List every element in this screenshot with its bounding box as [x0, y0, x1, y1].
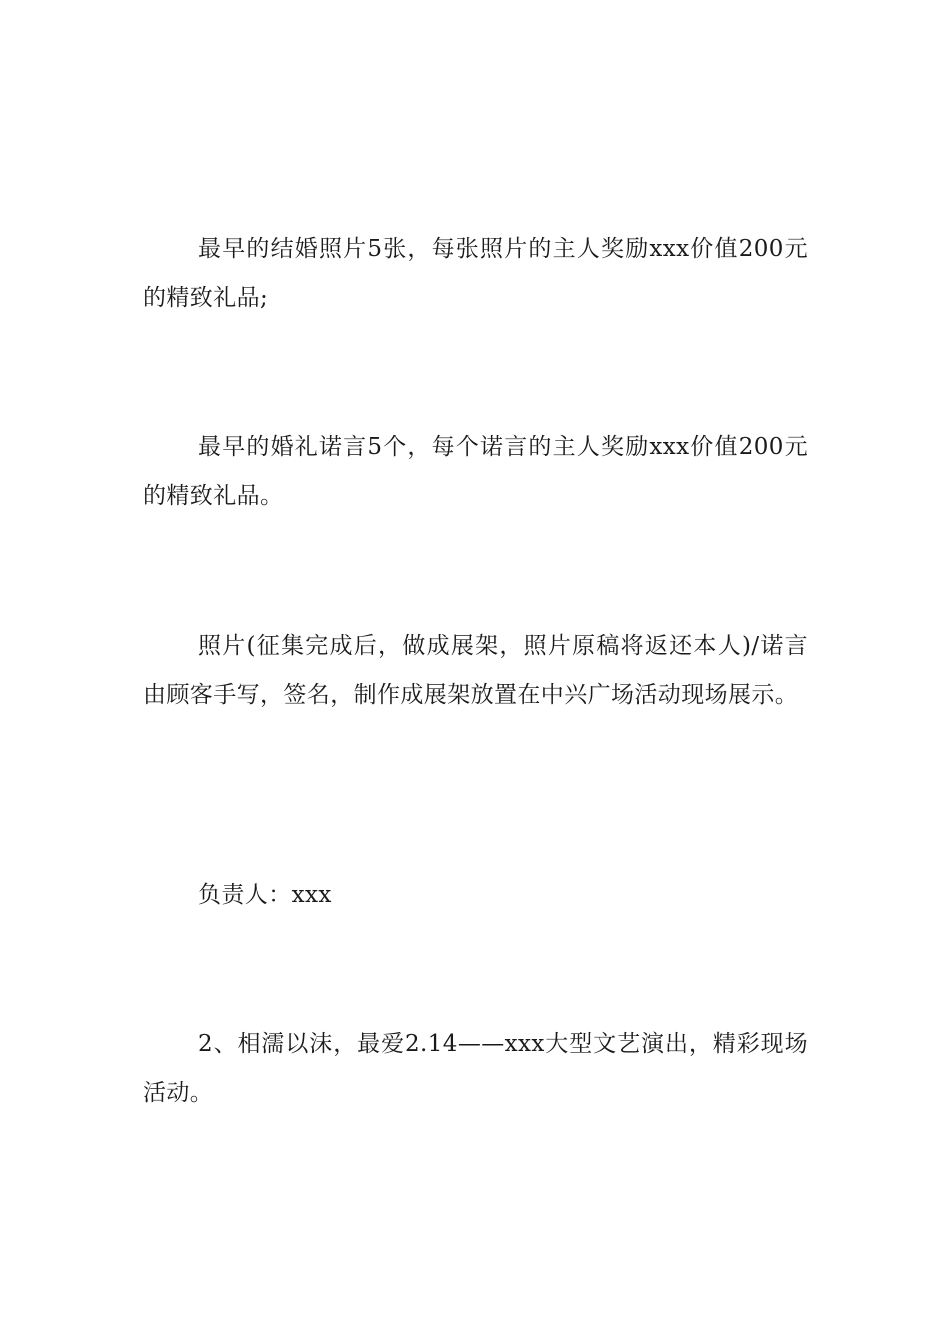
paragraph-display-info: 照片(征集完成后，做成展架，照片原稿将返还本人)/诺言由顾客手写，签名，制作成展架放置在中兴广场活动现场展示。 [143, 633, 808, 708]
paragraph-performance: 2、相濡以沫，最爱2.14——xxx大型文艺演出，精彩现场活动。 [143, 1031, 808, 1106]
paragraph-person-in-charge: 负责人：xxx [198, 882, 332, 908]
paragraph-vow-prize: 最早的婚礼诺言5个，每个诺言的主人奖励xxx价值200元的精致礼品。 [143, 434, 808, 509]
paragraph-photo-prize: 最早的结婚照片5张，每张照片的主人奖励xxx价值200元的精致礼品; [143, 236, 808, 311]
